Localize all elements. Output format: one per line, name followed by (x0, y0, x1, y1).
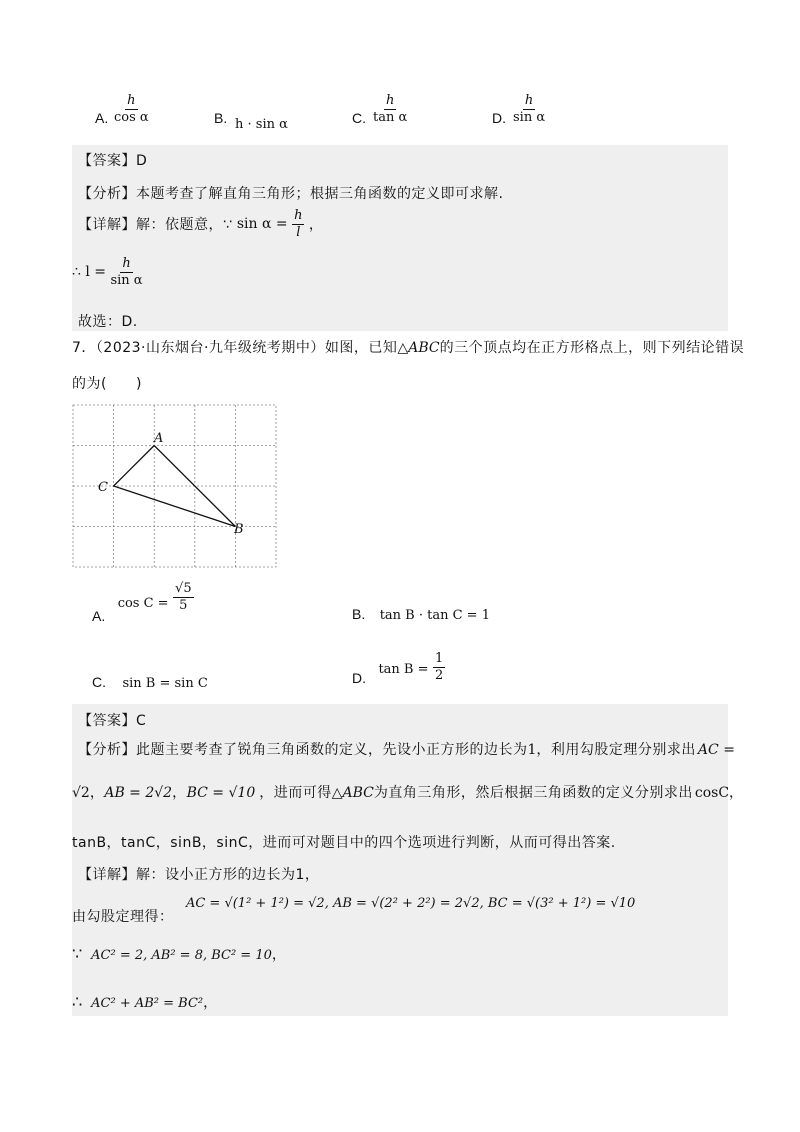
q7-stem-part-a: 7．（2023·山东烟台·九年级统考期中）如图，已知 (72, 340, 398, 356)
q7-analysis-2j: ， (729, 785, 744, 801)
q6-option-a-fraction (114, 94, 149, 124)
vertex-label-c: C (98, 480, 108, 495)
q6-therefore-denominator: sin α (110, 272, 143, 288)
q7-analysis-2d: ， (172, 785, 187, 801)
q7-option-b (352, 606, 490, 623)
q7-option-c-expression: sin B = sin C (122, 676, 208, 691)
q6-detail-numerator: h (294, 208, 303, 223)
q6-detail-denominator: l (296, 224, 301, 240)
q6-option-d-fraction (513, 94, 545, 124)
q6-therefore-line (72, 257, 143, 295)
q6-option-d-denominator: sin α (513, 109, 546, 125)
q7-analysis-2h: 为直角三角形，然后根据三角函数的定义分别求出 (373, 785, 693, 801)
q6-option-b-label: B. (214, 110, 228, 126)
q7-analysis-2a: √2 (72, 785, 90, 801)
q7-analysis-2e: BC = √10 (186, 785, 256, 801)
q6-option-a-numerator: h (127, 93, 136, 108)
q7-analysis-line-3: tanB，tanC，sinB，sinC，进而可对题目中的四个选项进行判断，从而可得出答案. (72, 835, 616, 851)
q7-option-d-fraction (433, 652, 445, 682)
q7-detail-line-1: 【详解】解：设小正方形的边长为1， (78, 867, 320, 883)
q7-detail-line-3 (72, 944, 286, 964)
q7-option-d (352, 652, 445, 692)
q6-detail-tail: ， (308, 217, 324, 234)
q7-detail-3-tail: ， (271, 947, 287, 963)
q7-analysis-2g: △ABC (331, 785, 374, 801)
q7-analysis-1c: ，利用勾股定理分别求出 (536, 742, 696, 758)
q6-option-d-label: D. (492, 110, 506, 126)
q7-option-c (92, 668, 208, 691)
q6-options (0, 90, 800, 140)
q7-detail-3-math: AC² = 2, AB² = 8, BC² = 10 (91, 948, 272, 963)
q6-analysis: 【分析】本题考查了解直角三角形；根据三角函数的定义即可求解. (78, 186, 504, 202)
q6-option-d-numerator: h (524, 93, 534, 108)
q7-detail-4-tail: ， (203, 995, 218, 1011)
q6-solution-block (72, 145, 728, 331)
q7-option-a-fraction (173, 582, 194, 612)
q7-analysis-2b: ， (89, 785, 105, 801)
q7-analysis-1b: 1 (527, 742, 537, 758)
q6-choice: 故选：D. (78, 314, 138, 330)
q7-detail-line-4 (72, 992, 218, 1012)
q6-answer: 【答案】D (78, 153, 148, 169)
q7-detail-4-math: AC² + AB² = BC² (91, 996, 204, 1011)
q6-option-a-label: A. (95, 110, 109, 126)
q6-detail-fraction (292, 209, 304, 239)
q6-option-c-label: C. (352, 110, 366, 126)
q7-analysis-2f: ，进而可得 (259, 785, 332, 801)
vertex-label-a: A (154, 431, 164, 446)
q7-detail-4-therefore: ∴ (72, 992, 83, 1011)
q7-option-a-label: A. (92, 608, 106, 624)
q7-option-d-label: D. (352, 670, 366, 686)
q7-detail-3-because: ∵ (72, 944, 83, 963)
q7-detail-2-math: AC = √(1² + 1²) = √2, AB = √(2² + 2²) = 2√2, BC = √(3² + 1²) = √10 (185, 896, 636, 911)
q7-option-d-numerator: 1 (434, 651, 444, 666)
q7-option-d-denominator: 2 (434, 667, 444, 683)
q7-analysis-1a: 【分析】此题主要考查了锐角三角函数的定义，先设小正方形的边长为 (78, 742, 528, 758)
q6-option-c-numerator: h (385, 93, 395, 108)
q6-option-a-denominator: cos α (114, 109, 149, 125)
q7-analysis-2c: AB = 2√2 (104, 785, 173, 801)
q7-analysis-line-1 (78, 739, 735, 759)
q7-option-c-label: C. (92, 674, 106, 690)
q7-option-d-lhs: tan B = (378, 662, 429, 677)
q7-analysis-1d: AC = (697, 742, 735, 758)
q6-option-b-expression: h · sin α (235, 117, 288, 132)
q7-option-a-denominator: 5 (179, 597, 188, 613)
q7-detail-line-2 (72, 896, 635, 926)
q7-stem-line-2: 的为( ) (72, 376, 142, 392)
q7-answer: 【答案】C (78, 713, 147, 729)
q7-stem-part-b: 的三个顶点均在正方形格点上，则下列结论错误 (439, 340, 745, 356)
q7-option-b-expression: tan B · tan C = 1 (379, 608, 490, 623)
q6-detail-lhs: sin α = (236, 216, 288, 233)
q6-detail-prefix: 【详解】解：依题意，∵ (78, 217, 233, 234)
q7-stem-triangle: △ABC (397, 340, 440, 356)
q7-analysis-line-2 (72, 782, 744, 802)
q6-detail-line (78, 209, 323, 245)
q7-stem-line-1 (72, 337, 745, 357)
q6-therefore-fraction (110, 257, 142, 287)
q7-grid-figure (68, 400, 282, 572)
q7-option-a-lhs: cos C = (117, 596, 169, 611)
q7-option-a-numerator: √5 (175, 581, 192, 596)
q7-analysis-2i: cosC (694, 785, 730, 801)
q7-option-b-label: B. (352, 606, 366, 622)
vertex-label-b: B (234, 522, 244, 537)
q7-option-a (92, 582, 194, 628)
q7-detail-2-prefix: 由勾股定理得： (72, 909, 174, 925)
q6-therefore-lhs: ∴ l = (72, 264, 107, 281)
q6-therefore-numerator: h (122, 256, 131, 271)
q6-option-c-denominator: tan α (373, 109, 408, 125)
q7-solution-block (72, 704, 744, 1016)
q6-option-c-fraction (373, 94, 407, 124)
